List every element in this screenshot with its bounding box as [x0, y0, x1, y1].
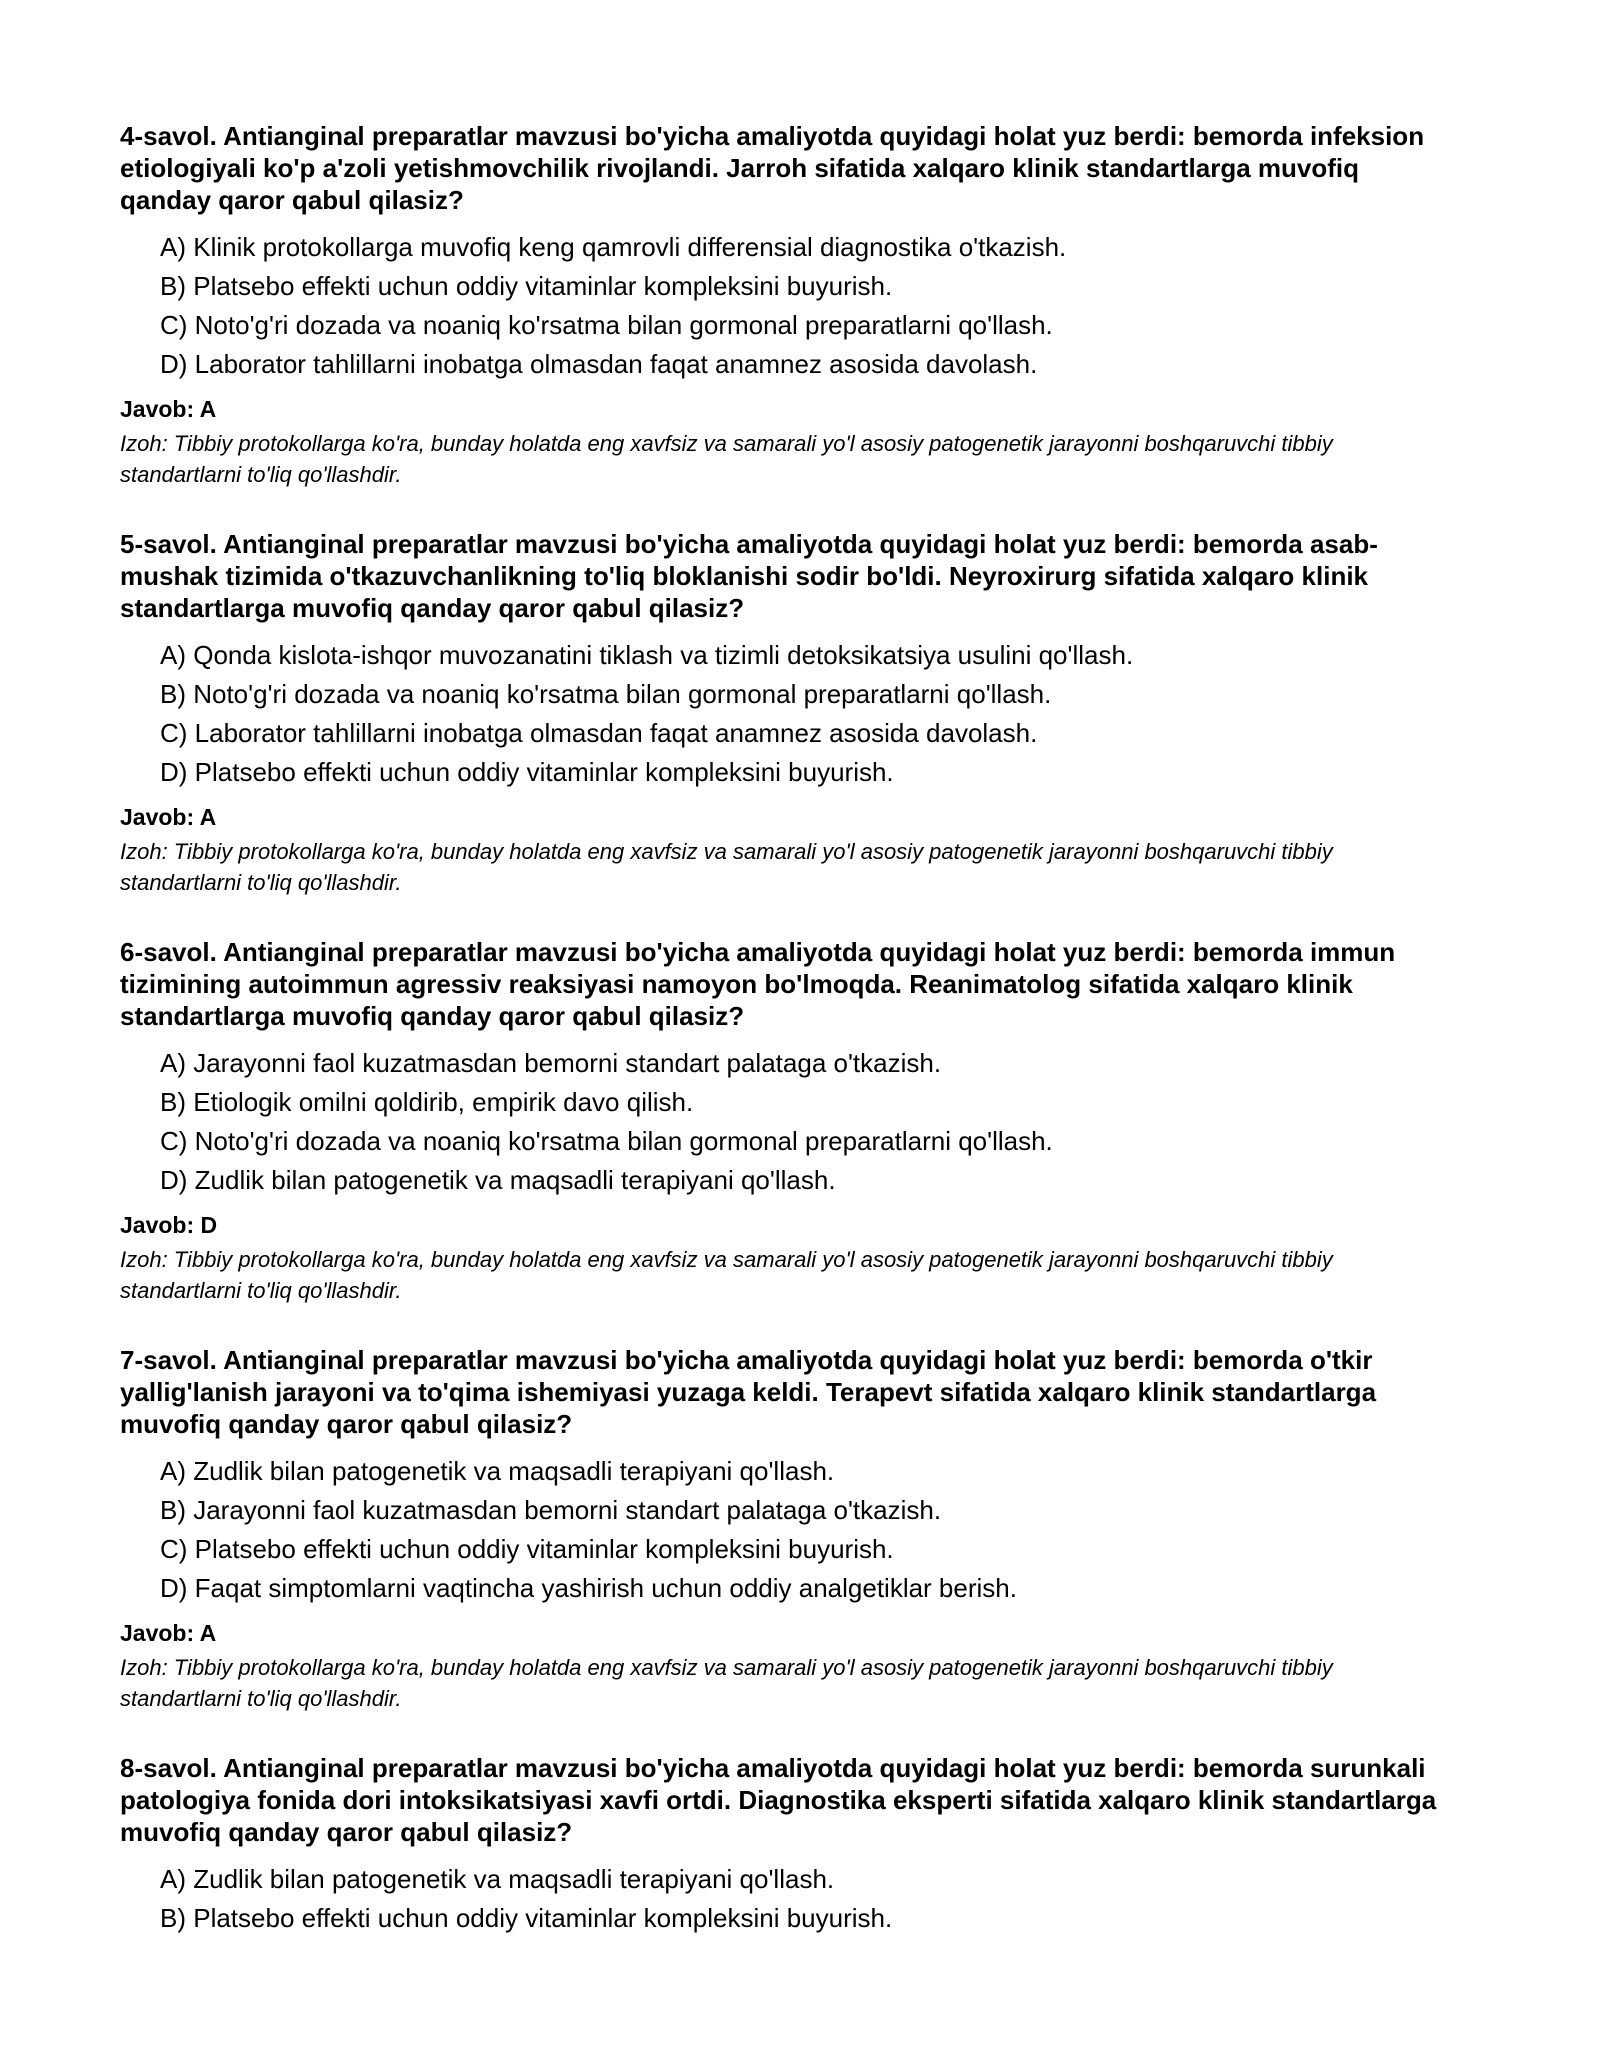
option-d: D) Laborator tahlillarni inobatga olmasdan faqat anamnez asosida davolash. [160, 349, 1038, 379]
question-8 [120, 1752, 1450, 1938]
options-list [120, 1452, 1450, 1608]
explanation-note: Izoh: Tibbiy protokollarga ko'ra, bunday holatda eng xavfsiz va samarali yo'l asosiy patogenetik jarayonni boshqaruvchi tibbiy standartlarni to'liq qo'llashdir. [120, 1247, 1333, 1303]
answer-label: Javob: A [120, 1620, 217, 1646]
option-d: D) Faqat simptomlarni vaqtincha yashirish uchun oddiy analgetiklar berish. [160, 1573, 1017, 1603]
option-c: C) Noto'g'ri dozada va noaniq ko'rsatma bilan gormonal preparatlarni qo'llash. [160, 310, 1053, 340]
options-list [120, 228, 1450, 384]
option-a: A) Zudlik bilan patogenetik va maqsadli terapiyani qo'llash. [160, 1456, 835, 1486]
question-text: 8-savol. Antianginal preparatlar mavzusi bo'yicha amaliyotda quyidagi holat yuz berdi: bemorda surunkali patologiya fonida dori intoksikatsiyasi xavfi ortdi. Diagnostika eksperti sifatida xalqaro klinik standartlarga muvofiq qanday qaror qabul qilasiz? [120, 1753, 1437, 1847]
option-a: A) Qonda kislota-ishqor muvozanatini tiklash va tizimli detoksikatsiya usulini qo'llash. [160, 640, 1134, 670]
question-4 [120, 120, 1450, 490]
explanation-note: Izoh: Tibbiy protokollarga ko'ra, bunday holatda eng xavfsiz va samarali yo'l asosiy patogenetik jarayonni boshqaruvchi tibbiy standartlarni to'liq qo'llashdir. [120, 839, 1333, 895]
option-d: D) Zudlik bilan patogenetik va maqsadli terapiyani qo'llash. [160, 1165, 836, 1195]
option-b: B) Platsebo effekti uchun oddiy vitaminlar kompleksini buyurish. [160, 271, 893, 301]
options-list [120, 1044, 1450, 1200]
option-c: C) Laborator tahlillarni inobatga olmasdan faqat anamnez asosida davolash. [160, 718, 1038, 748]
explanation-note: Izoh: Tibbiy protokollarga ko'ra, bunday holatda eng xavfsiz va samarali yo'l asosiy patogenetik jarayonni boshqaruvchi tibbiy standartlarni to'liq qo'llashdir. [120, 431, 1333, 487]
options-list [120, 636, 1450, 792]
answer-label: Javob: D [120, 1212, 218, 1238]
question-text: 6-savol. Antianginal preparatlar mavzusi bo'yicha amaliyotda quyidagi holat yuz berdi: bemorda immun tizimining autoimmun agressiv reaksiyasi namoyon bo'lmoqda. Reanimatolog sifatida xalqaro klinik standartlarga muvofiq qanday qaror qabul qilasiz? [120, 937, 1396, 1031]
question-5 [120, 528, 1450, 898]
question-7 [120, 1344, 1450, 1714]
option-b: B) Platsebo effekti uchun oddiy vitaminlar kompleksini buyurish. [160, 1903, 893, 1933]
option-c: C) Noto'g'ri dozada va noaniq ko'rsatma bilan gormonal preparatlarni qo'llash. [160, 1126, 1053, 1156]
option-a: A) Jarayonni faol kuzatmasdan bemorni standart palataga o'tkazish. [160, 1048, 942, 1078]
options-list [120, 1860, 1450, 1938]
option-b: B) Jarayonni faol kuzatmasdan bemorni standart palataga o'tkazish. [160, 1495, 942, 1525]
explanation-note: Izoh: Tibbiy protokollarga ko'ra, bunday holatda eng xavfsiz va samarali yo'l asosiy patogenetik jarayonni boshqaruvchi tibbiy standartlarni to'liq qo'llashdir. [120, 1655, 1333, 1711]
option-a: A) Zudlik bilan patogenetik va maqsadli terapiyani qo'llash. [160, 1864, 835, 1894]
option-b: B) Etiologik omilni qoldirib, empirik davo qilish. [160, 1087, 694, 1117]
question-6 [120, 936, 1450, 1306]
answer-label: Javob: A [120, 396, 217, 422]
answer-label: Javob: A [120, 804, 217, 830]
question-text: 7-savol. Antianginal preparatlar mavzusi bo'yicha amaliyotda quyidagi holat yuz berdi: bemorda o'tkir yallig'lanish jarayoni va to'qima ishemiyasi yuzaga keldi. Terapevt sifatida xalqaro klinik standartlarga muvofiq qanday qaror qabul qilasiz? [120, 1345, 1377, 1439]
option-c: C) Platsebo effekti uchun oddiy vitaminlar kompleksini buyurish. [160, 1534, 894, 1564]
option-a: A) Klinik protokollarga muvofiq keng qamrovli differensial diagnostika o'tkazish. [160, 232, 1067, 262]
option-d: D) Platsebo effekti uchun oddiy vitaminlar kompleksini buyurish. [160, 757, 894, 787]
question-text: 4-savol. Antianginal preparatlar mavzusi bo'yicha amaliyotda quyidagi holat yuz berdi: bemorda infeksion etiologiyali ko'p a'zoli yetishmovchilik rivojlandi. Jarroh sifatida xalqaro klinik standartlarga muvofiq qanday qaror qabul qilasiz? [120, 121, 1425, 215]
question-text: 5-savol. Antianginal preparatlar mavzusi bo'yicha amaliyotda quyidagi holat yuz berdi: bemorda asab-mushak tizimida o'tkazuvchanlikning to'liq bloklanishi sodir bo'ldi. Neyroxirurg sifatida xalqaro klinik standartlarga muvofiq qanday qaror qabul qilasiz? [120, 529, 1378, 623]
option-b: B) Noto'g'ri dozada va noaniq ko'rsatma bilan gormonal preparatlarni qo'llash. [160, 679, 1052, 709]
